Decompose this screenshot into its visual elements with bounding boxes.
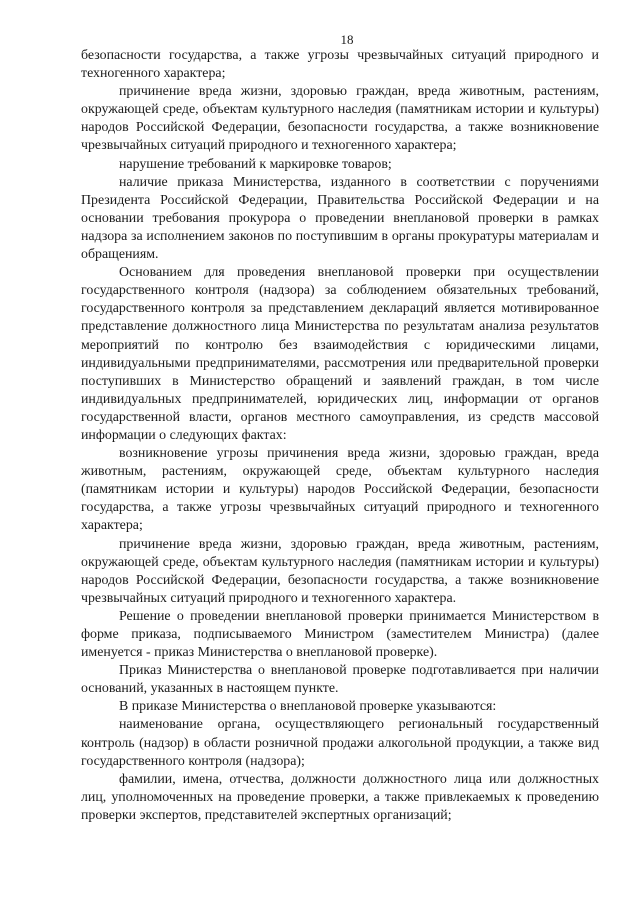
document-body [81,47,599,825]
paragraph: Основанием для проведения внеплановой проверки при осуществлении государственного контроля (надзора) за соблюдением обязательных требований, государственного контроля за представлением деклараций является мотивированное представление должностного лица Министерства по результатам анализа результатов мероприятий по контролю без взаимодействия с юридическими лицами, индивидуальными предпринимателями, рассмотрения или предварительной проверки поступивших в Министерство обращений и заявлений граждан, в том числе индивидуальных предпринимателей, юридических лиц, информации от органов государственной власти, органов местного самоуправления, из средств массовой информации о следующих фактах: [81,265,599,443]
paragraph: Решение о проведении внеплановой проверки принимается Министерством в форме приказа, подписываемого Министром (заместителем Министра) (далее именуется - приказ Министерства о внеплановой проверке). [81,608,599,661]
paragraph: наименование органа, осуществляющего региональный государственный контроль (надзор) в области розничной продажи алкогольной продукции, а также вид государственного контроля (надзора); [81,717,599,769]
paragraph: причинение вреда жизни, здоровью граждан, вреда животным, растениям, окружающей среде, объектам культурного наследия (памятникам истории и культуры) народов Российской Федерации, безопасности государства, а также возникновение чрезвычайных ситуаций природного и техногенного характера; [81,84,599,154]
paragraph: Приказ Министерства о внеплановой проверке подготавливается при наличии оснований, указанных в настоящем пункте. [81,663,599,697]
paragraph: возникновение угрозы причинения вреда жизни, здоровью граждан, вреда животным, растениям, окружающей среде, объектам культурного наследия (памятникам истории и культуры) народов Российской Федерации, безопасности государства, а также угрозы чрезвычайных ситуаций природного и техногенного характера; [81,446,599,534]
paragraph: нарушение требований к маркировке товаров; [119,156,392,172]
page-number: 18 [340,32,354,47]
paragraph: В приказе Министерства о внеплановой проверке указываются: [119,699,497,715]
paragraph: фамилии, имена, отчества, должности должностного лица или должностных лиц, уполномоченных на проведение проверки, а также привлекаемых к проведению проверки экспертов, представителей экспертных организаций; [81,771,599,823]
paragraph: причинение вреда жизни, здоровью граждан, вреда животным, растениям, окружающей среде, объектам культурного наследия (памятникам истории и культуры) народов Российской Федерации, безопасности государства, а также возникновение чрезвычайных ситуаций природного и техногенного характера. [81,536,599,606]
paragraph: наличие приказа Министерства, изданного в соответствии с поручениями Президента Российской Федерации, Правительства Российской Федерации и на основании требования прокурора о проведении внеплановой проверки в рамках надзора за исполнением законов по поступившим в органы прокуратуры материалам и обращениям. [81,174,599,263]
paragraph: безопасности государства, а также угрозы чрезвычайных ситуаций природного и техногенного характера; [81,48,599,82]
